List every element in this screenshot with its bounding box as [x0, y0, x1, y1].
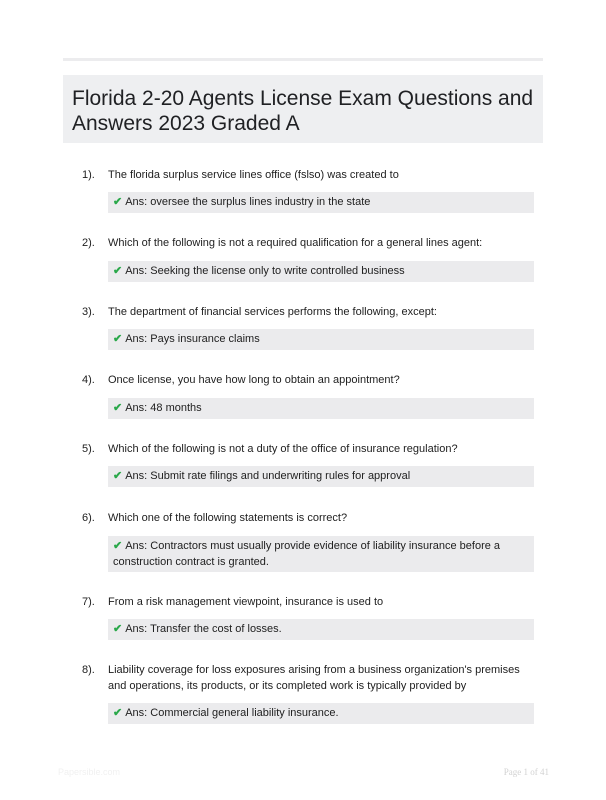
question-number: 7).: [82, 596, 95, 608]
document-title: Florida 2-20 Agents License Exam Questions and Answers 2023 Graded A: [72, 87, 534, 135]
answer-text: Ans: 48 months: [125, 402, 202, 414]
question-text: The department of financial services performs the following, except:: [108, 306, 437, 318]
answer-text: Ans: Transfer the cost of losses.: [125, 623, 282, 635]
answer-text: Ans: Submit rate filings and underwriting rules for approval: [125, 470, 411, 482]
answer-box: [108, 192, 534, 213]
answer-box: [108, 466, 534, 487]
answer-box: [108, 261, 534, 282]
page-indicator: Page 1 of 41: [503, 767, 549, 777]
check-icon: ✔: [113, 196, 123, 208]
answer-box: [108, 619, 534, 640]
top-divider: [63, 58, 543, 61]
question-text: The florida surplus service lines office (fslso) was created to: [108, 169, 399, 181]
answer-box: [108, 536, 534, 572]
question-text: From a risk management viewpoint, insurance is used to: [108, 596, 384, 608]
check-icon: ✔: [113, 540, 123, 552]
check-icon: ✔: [113, 333, 123, 345]
title-banner: [63, 75, 543, 143]
question-number: 4).: [82, 374, 95, 386]
answer-text: Ans: Commercial general liability insurance.: [125, 707, 339, 719]
question-text: Once license, you have how long to obtain an appointment?: [108, 374, 400, 386]
answer-text: Ans: Seeking the license only to write controlled business: [125, 265, 405, 277]
answer-box: [108, 329, 534, 350]
check-icon: ✔: [113, 470, 123, 482]
answer-text: Ans: Contractors must usually provide evidence of liability insurance before a construction contract is granted.: [113, 540, 501, 568]
answer-box: [108, 398, 534, 419]
question-number: 6).: [82, 512, 95, 524]
question-text: Liability coverage for loss exposures arising from a business organization's premises and operations, its products, or its completed work is typically provided by: [108, 664, 520, 692]
answer-box: [108, 703, 534, 724]
question-text: Which of the following is not a required qualification for a general lines agent:: [108, 237, 483, 249]
question-number: 3).: [82, 306, 95, 318]
question-number: 2).: [82, 237, 95, 249]
check-icon: ✔: [113, 402, 123, 414]
question-text: Which of the following is not a duty of the office of insurance regulation?: [108, 443, 458, 455]
question-number: 1).: [82, 169, 95, 181]
answer-text: Ans: oversee the surplus lines industry in the state: [125, 196, 371, 208]
question-number: 5).: [82, 443, 95, 455]
answer-text: Ans: Pays insurance claims: [125, 333, 260, 345]
question-number: 8).: [82, 664, 95, 676]
check-icon: ✔: [113, 707, 123, 719]
footer-watermark: Papersible.com: [58, 767, 121, 777]
question-text: Which one of the following statements is correct?: [108, 512, 348, 524]
check-icon: ✔: [113, 265, 123, 277]
check-icon: ✔: [113, 623, 123, 635]
